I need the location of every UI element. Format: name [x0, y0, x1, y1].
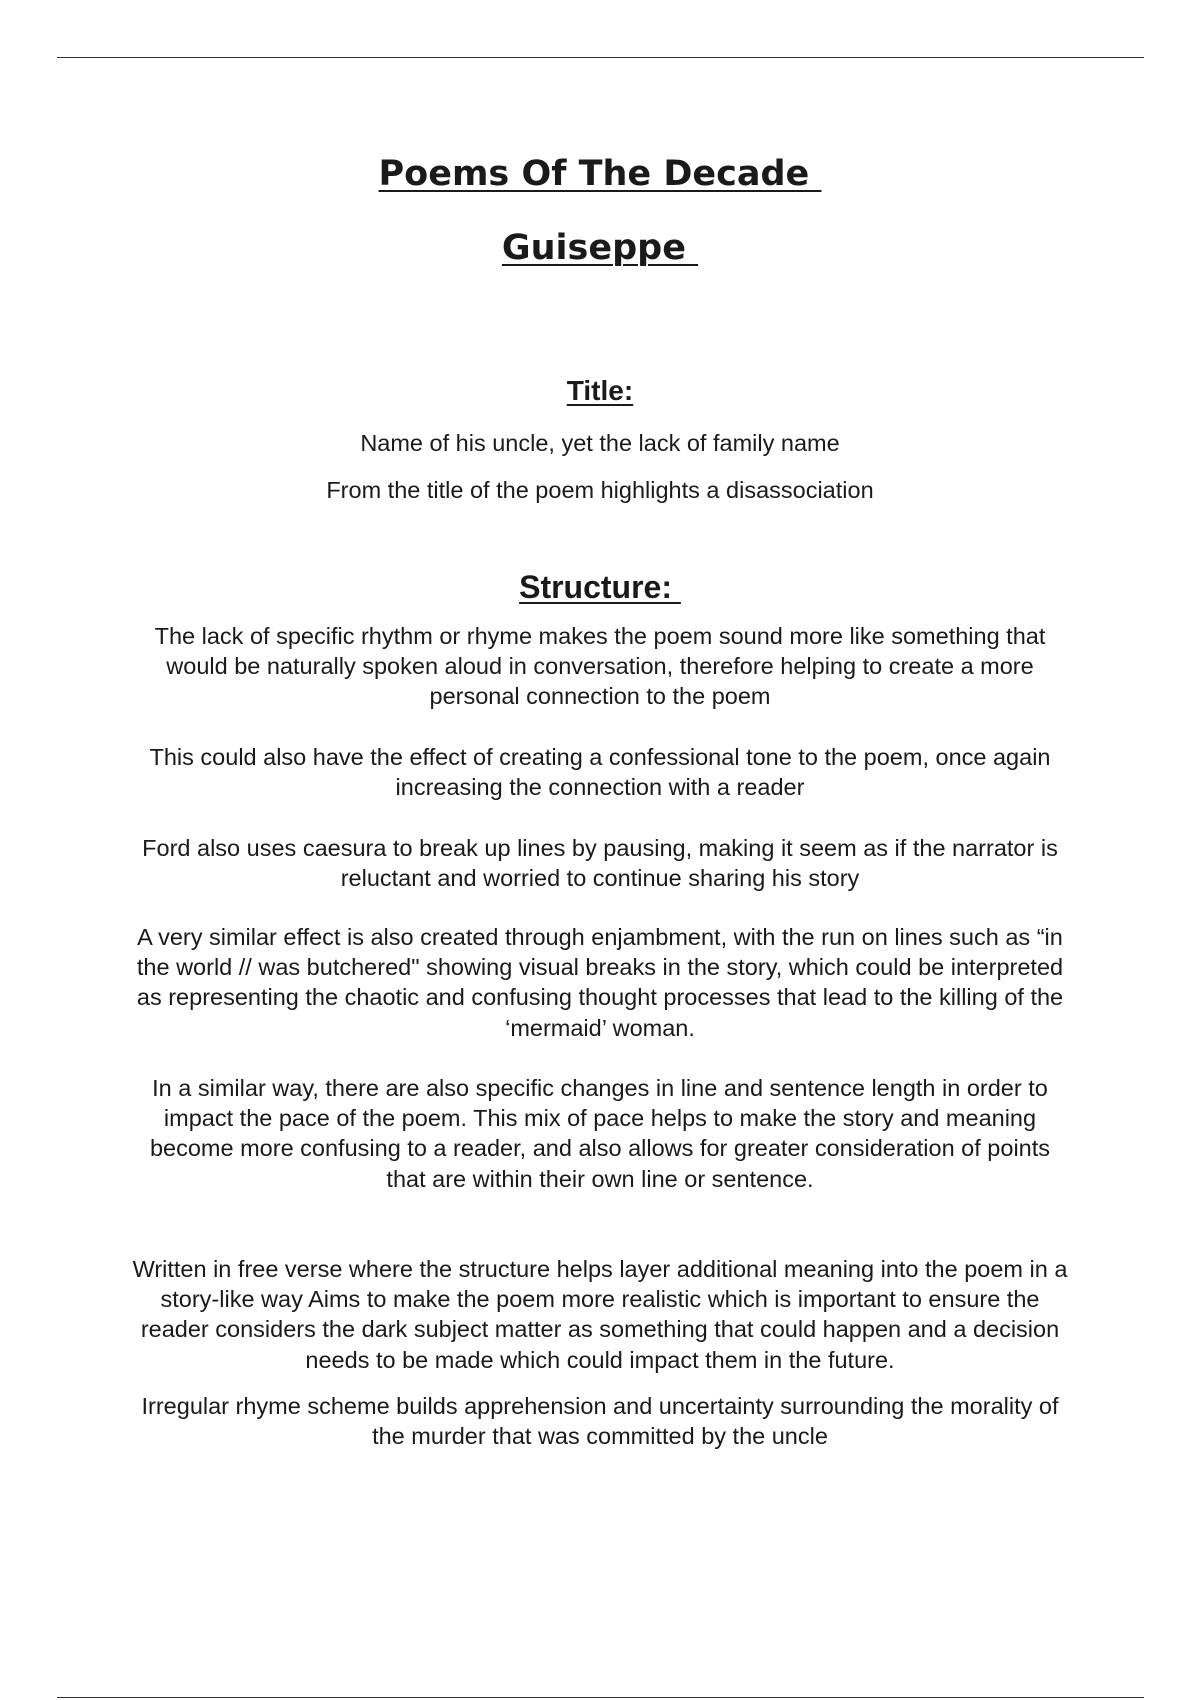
- poem-title: Guiseppe: [501, 228, 699, 268]
- title-note: Name of his uncle, yet the lack of family name: [360, 430, 840, 456]
- title-section-heading: Title:: [566, 375, 634, 406]
- structure-paragraph: Written in free verse where the structure helps layer additional meaning into the poem in a story-like way Aims to make the poem more realistic which is important to ensure the reader considers the dark subject matter as something that could happen and a decision needs to be made which could impact them in the future.: [132, 1256, 1068, 1373]
- structure-paragraph: This could also have the effect of creating a confessional tone to the poem, once again increasing the connection with a reader: [149, 744, 1051, 801]
- footer-divider: [57, 1697, 1144, 1698]
- structure-paragraph: A very similar effect is also created through enjambment, with the run on lines such as “in the world // was butchered" showing visual breaks in the story, which could be interpreted as representing the chaotic and confusing thought processes that lead to the killing of the ‘mermaid’ woman.: [136, 924, 1064, 1041]
- structure-paragraph: Ford also uses caesura to break up lines by pausing, making it seem as if the narrator is reluctant and worried to continue sharing his story: [142, 835, 1058, 892]
- structure-paragraph: Irregular rhyme scheme builds apprehension and uncertainty surrounding the morality of the murder that was committed by the uncle: [141, 1393, 1059, 1450]
- document-title: Poems Of The Decade: [378, 154, 822, 194]
- structure-section-heading: Structure:: [519, 569, 681, 605]
- structure-paragraph: In a similar way, there are also specific changes in line and sentence length in order to impact the pace of the poem. This mix of pace helps to make the story and meaning become more confusing to a reader, and also allows for greater consideration of points that are within their own line or sentence.: [149, 1075, 1051, 1192]
- title-note: From the title of the poem highlights a disassociation: [326, 477, 874, 503]
- structure-paragraph: The lack of specific rhythm or rhyme makes the poem sound more like something that would be naturally spoken aloud in conversation, therefore helping to create a more personal connection to the poem: [154, 623, 1046, 710]
- header-divider: [57, 57, 1144, 58]
